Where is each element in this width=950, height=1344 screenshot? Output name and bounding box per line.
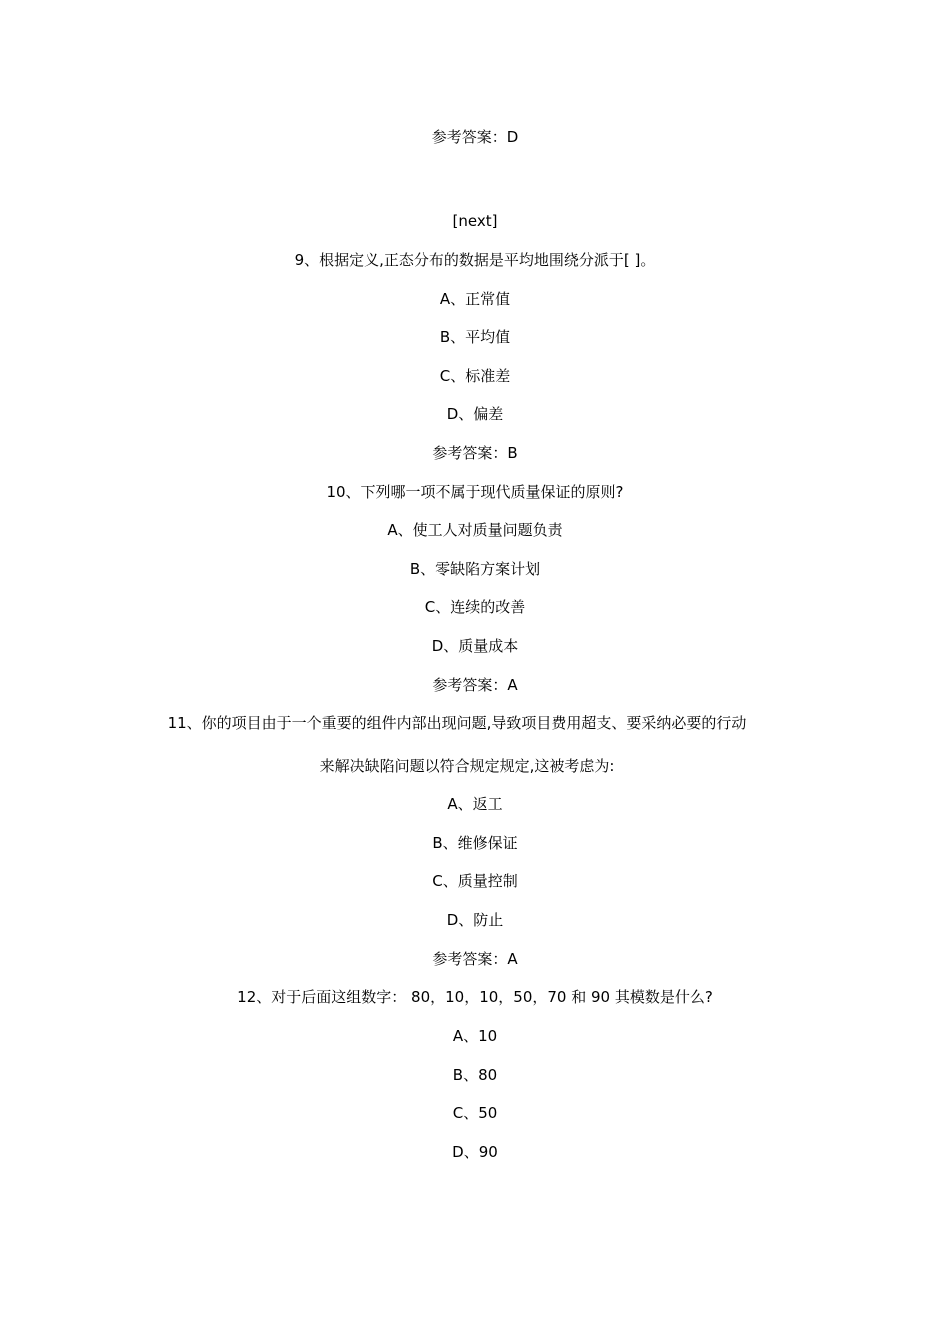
question-11-option-b: B、维修保证	[432, 834, 518, 852]
question-10-option-b: B、零缺陷方案计划	[409, 560, 541, 578]
reference-answer-q11: 参考答案：A	[432, 950, 518, 968]
question-9-stem: 9、根据定义,正态分布的数据是平均地围绕分派于[ ]。	[294, 251, 656, 269]
reference-answer-q9: 参考答案：B	[432, 444, 518, 462]
question-12-option-d: D、90	[452, 1143, 498, 1161]
question-10-option-d: D、质量成本	[431, 637, 519, 655]
question-12-option-c: C、50	[452, 1104, 498, 1122]
question-10-stem: 10、下列哪一项不属于现代质量保证的原则?	[326, 483, 624, 501]
question-11-stem-line-2: 来解决缺陷问题以符合规定规定,这被考虑为:	[319, 757, 615, 775]
reference-answer-q8: 参考答案：D	[431, 128, 519, 146]
question-11-option-c: C、质量控制	[432, 872, 518, 890]
question-11-stem-line-1: 11、你的项目由于一个重要的组件内部出现问题,导致项目费用超支、要采纳必要的行动	[167, 714, 747, 732]
reference-answer-q10: 参考答案：A	[432, 676, 518, 694]
question-9-option-d: D、偏差	[446, 405, 504, 423]
question-9-option-c: C、标准差	[439, 367, 511, 385]
next-marker: [next]	[452, 212, 498, 230]
question-9-option-b: B、平均值	[439, 328, 511, 346]
question-10-option-c: C、连续的改善	[424, 598, 526, 616]
question-11-option-a: A、返工	[447, 795, 503, 813]
question-12-option-a: A、10	[452, 1027, 498, 1045]
question-10-option-a: A、使工人对质量问题负责	[387, 521, 563, 539]
question-12-option-b: B、80	[452, 1066, 498, 1084]
question-12-stem: 12、对于后面这组数字： 80，10，10，50，70 和 90 其模数是什么?	[237, 988, 713, 1006]
question-11-option-d: D、防止	[446, 911, 504, 929]
question-9-option-a: A、正常值	[439, 290, 511, 308]
